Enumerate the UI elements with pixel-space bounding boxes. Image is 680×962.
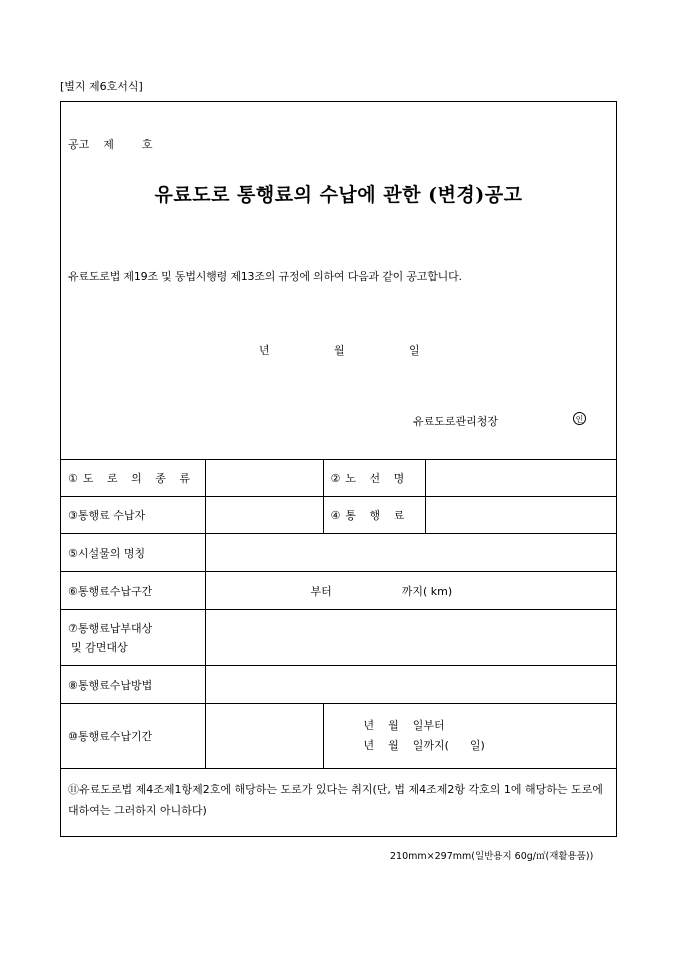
period-start-text: 년 월 일부터 bbox=[363, 719, 445, 732]
date-day: 일 bbox=[409, 344, 420, 357]
footnote-text: ⑪유료도로법 제4조제1항제2호에 해당하는 도로가 있다는 취지(단, 법 제4조제2항 각호의 1에 해당하는 도로에 대하여는 그러하지 아니하다) bbox=[61, 769, 616, 832]
table-row bbox=[61, 534, 616, 572]
exempt-target-label-line2: 및 감면대상 bbox=[71, 640, 128, 654]
collection-method-field[interactable] bbox=[205, 666, 616, 704]
collection-period-label: ⑩통행료수납기간 bbox=[61, 704, 205, 769]
notice-title: 유료도로 통행료의 수납에 관한 (변경)공고 bbox=[154, 184, 523, 206]
exempt-target-field[interactable] bbox=[205, 610, 616, 666]
notice-number: 공고 제 호 bbox=[68, 138, 153, 151]
notice-section bbox=[61, 102, 616, 459]
notice-body: 유료도로법 제19조 및 동법시행령 제13조의 규정에 의하여 다음과 같이 공고합니다. bbox=[68, 270, 462, 283]
period-end-text: 년 월 일까지( 일) bbox=[363, 739, 485, 752]
notice-form bbox=[60, 101, 617, 837]
signer-title: 유료도로관리청장 bbox=[413, 415, 499, 428]
toll-section-field[interactable] bbox=[205, 572, 616, 610]
table-row bbox=[61, 666, 616, 704]
table-row bbox=[61, 704, 616, 769]
form-label: [별지 제6호서식] bbox=[60, 80, 143, 93]
exempt-target-label-line1: ⑦통행료납부대상 bbox=[68, 621, 153, 635]
toll-field[interactable] bbox=[425, 497, 616, 534]
route-name-field[interactable] bbox=[425, 460, 616, 497]
toll-payer-field[interactable] bbox=[205, 497, 323, 534]
table-row bbox=[61, 610, 616, 666]
exempt-target-label bbox=[61, 610, 205, 666]
table-row bbox=[61, 769, 616, 832]
road-type-label: ①도 로 의 종 류 bbox=[61, 460, 205, 497]
facility-name-label: ⑤시설물의 명칭 bbox=[61, 534, 205, 572]
table-row bbox=[61, 497, 616, 534]
toll-section-label: ⑥통행료수납구간 bbox=[61, 572, 205, 610]
table-row bbox=[61, 572, 616, 610]
section-to-text: 까지( km) bbox=[401, 584, 453, 598]
toll-label: ④통 행 료 bbox=[323, 497, 425, 534]
date-month: 월 bbox=[334, 344, 345, 357]
seal-mark: 인 bbox=[573, 412, 586, 425]
table-row bbox=[61, 460, 616, 497]
section-from-text: 부터 bbox=[310, 584, 332, 598]
toll-payer-label: ③통행료 수납자 bbox=[61, 497, 205, 534]
date-year: 년 bbox=[259, 344, 270, 357]
collection-method-label: ⑧통행료수납방법 bbox=[61, 666, 205, 704]
collection-period-field[interactable] bbox=[323, 704, 616, 769]
facility-name-field[interactable] bbox=[205, 534, 616, 572]
collection-period-blank[interactable] bbox=[205, 704, 323, 769]
details-table bbox=[61, 459, 616, 832]
route-name-label: ②노 선 명 bbox=[323, 460, 425, 497]
paper-size-note: 210mm×297mm(일반용지 60g/㎡(재활용품)) bbox=[390, 851, 594, 862]
road-type-field[interactable] bbox=[205, 460, 323, 497]
